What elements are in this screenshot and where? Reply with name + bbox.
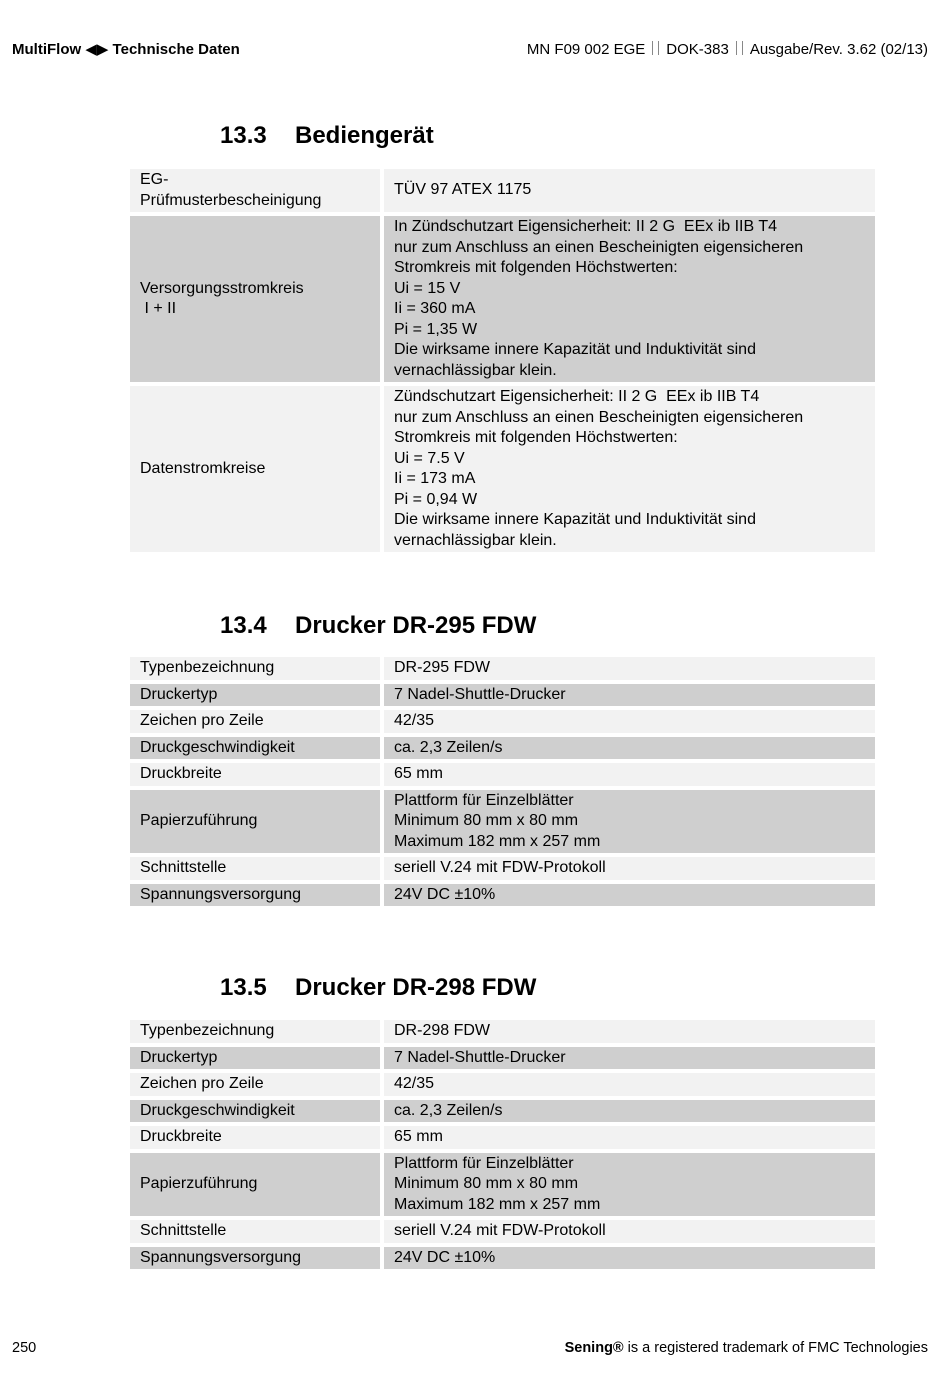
spec-key: [130, 1247, 384, 1270]
spec-table-dr298: [130, 1016, 875, 1273]
spec-value: [384, 1073, 875, 1096]
spec-value-line: 7 Nadel-Shuttle-Drucker: [394, 1048, 566, 1066]
spec-key: [130, 884, 384, 907]
spec-key: [130, 857, 384, 880]
header-doc-number: MN F09 002 EGE: [526, 40, 646, 58]
spec-key: [130, 1073, 384, 1096]
table-row: [130, 1126, 875, 1149]
table-row: [130, 710, 875, 733]
page-footer: [12, 1340, 928, 1356]
spec-value: [384, 169, 875, 212]
table-row: [130, 386, 875, 552]
spec-value-line: Plattform für Einzelblätter: [394, 791, 574, 809]
header-dok-number: DOK-383: [666, 40, 729, 58]
spec-key: [130, 386, 384, 552]
spec-key-line: Papierzuführung: [140, 1175, 258, 1192]
spec-value: [384, 1247, 875, 1270]
spec-value-line: 7 Nadel-Shuttle-Drucker: [394, 685, 566, 703]
header-doc-info: [527, 41, 928, 58]
spec-key: [130, 1020, 384, 1043]
spec-value-line: Ui = 15 V: [394, 279, 461, 297]
section-title: Drucker DR-295 FDW: [295, 612, 537, 639]
table-row: [130, 657, 875, 680]
spec-value-line: vernachlässigbar klein.: [394, 361, 557, 379]
spec-key-line: Spannungsversorgung: [140, 885, 302, 903]
spec-value-line: seriell V.24 mit FDW-Protokoll: [394, 1222, 606, 1239]
spec-key: [130, 763, 384, 786]
section-heading-13-4: [220, 612, 536, 640]
table-row: [130, 763, 875, 786]
spec-key: [130, 790, 384, 854]
header-separator: [736, 41, 743, 55]
spec-key-line: Versorgungsstromkreis: [140, 279, 304, 297]
spec-table-dr295: [130, 653, 875, 910]
brand-name: Sening®: [564, 1340, 624, 1356]
header-separator: [652, 41, 659, 55]
spec-value-line: 24V DC ±10%: [394, 1248, 496, 1266]
spec-key-line: I + II: [140, 300, 177, 317]
spec-key-line: Zeichen pro Zeile: [140, 712, 264, 729]
section-number: 13.4: [220, 612, 267, 639]
table-row: [130, 169, 875, 212]
spec-value: [384, 657, 875, 680]
spec-key-line: Schnittstelle: [140, 859, 227, 876]
section-heading-13-3: [220, 122, 434, 150]
spec-value-line: Pi = 1,35 W: [394, 320, 478, 338]
section-title: Drucker DR-298 FDW: [295, 974, 537, 1001]
spec-key: [130, 1047, 384, 1070]
trademark-notice: [565, 1340, 928, 1356]
spec-value: [384, 884, 875, 907]
section-number: 13.3: [220, 122, 267, 149]
header-title: MultiFlow ◀▶ Technische Daten: [12, 41, 240, 58]
spec-value: [384, 790, 875, 854]
spec-value: [384, 763, 875, 786]
table-row: [130, 790, 875, 854]
spec-value-line: Pi = 0,94 W: [394, 490, 478, 508]
spec-value-line: Ui = 7.5 V: [394, 449, 465, 467]
spec-key: [130, 1153, 384, 1217]
spec-value-line: Minimum 80 mm x 80 mm: [394, 812, 579, 829]
header-revision: Ausgabe/Rev. 3.62 (02/13): [749, 40, 928, 58]
table-row: [130, 684, 875, 707]
spec-value-line: 65 mm: [394, 765, 443, 782]
spec-value: [384, 1100, 875, 1123]
spec-value: [384, 386, 875, 552]
section-heading-13-5: [220, 974, 536, 1002]
spec-value-line: ca. 2,3 Zeilen/s: [394, 1101, 503, 1119]
spec-value: [384, 1126, 875, 1149]
spec-value-line: DR-295 FDW: [394, 659, 491, 676]
spec-key: [130, 684, 384, 707]
spec-value-line: nur zum Anschluss an einen Bescheinigten eigensicheren: [394, 408, 804, 426]
spec-value-line: vernachlässigbar klein.: [394, 531, 557, 549]
spec-key: [130, 1220, 384, 1243]
spec-value-line: Maximum 182 mm x 257 mm: [394, 832, 601, 850]
page-number: 250: [12, 1340, 37, 1356]
spec-value-line: Stromkreis mit folgenden Höchstwerten:: [394, 259, 678, 276]
spec-value: [384, 1153, 875, 1217]
spec-key-line: Druckbreite: [140, 765, 222, 782]
spec-value-line: 65 mm: [394, 1128, 443, 1145]
table-row: [130, 1153, 875, 1217]
table-row: [130, 1220, 875, 1243]
spec-value: [384, 216, 875, 382]
spec-value-line: Ii = 173 mA: [394, 470, 476, 487]
spec-value-line: Die wirksame innere Kapazität und Induktivität sind: [394, 511, 756, 528]
spec-key-line: Datenstromkreise: [140, 459, 266, 477]
section-title: Bediengerät: [295, 122, 434, 149]
spec-value-line: Stromkreis mit folgenden Höchstwerten:: [394, 429, 678, 446]
spec-value-line: nur zum Anschluss an einen Bescheinigten eigensicheren: [394, 238, 804, 256]
spec-key-line: Druckertyp: [140, 1048, 218, 1066]
spec-value: [384, 684, 875, 707]
trademark-text: is a registered trademark of FMC Technologies: [623, 1340, 928, 1356]
spec-key: [130, 1126, 384, 1149]
spec-key: [130, 169, 384, 212]
spec-key-line: Druckgeschwindigkeit: [140, 738, 295, 756]
spec-key-line: Druckbreite: [140, 1128, 222, 1145]
spec-value-line: Plattform für Einzelblätter: [394, 1154, 574, 1172]
spec-value-line: seriell V.24 mit FDW-Protokoll: [394, 859, 606, 876]
spec-value-line: Ii = 360 mA: [394, 300, 476, 317]
spec-key-line: Zeichen pro Zeile: [140, 1075, 264, 1092]
spec-value-line: Minimum 80 mm x 80 mm: [394, 1175, 579, 1192]
spec-value: [384, 857, 875, 880]
spec-key-line: Typenbezeichnung: [140, 659, 275, 676]
table-row: [130, 1047, 875, 1070]
page-header: [12, 38, 928, 60]
spec-value: [384, 737, 875, 760]
table-row: [130, 1020, 875, 1043]
spec-value-line: TÜV 97 ATEX 1175: [394, 181, 532, 199]
spec-value-line: Die wirksame innere Kapazität und Induktivität sind: [394, 341, 756, 358]
spec-key-line: Schnittstelle: [140, 1222, 227, 1239]
spec-key: [130, 657, 384, 680]
spec-key-line: Druckgeschwindigkeit: [140, 1101, 295, 1119]
spec-key-line: Prüfmusterbescheinigung: [140, 191, 322, 209]
table-row: [130, 884, 875, 907]
spec-key-line: Druckertyp: [140, 685, 218, 703]
section-number: 13.5: [220, 974, 267, 1001]
spec-key-line: Spannungsversorgung: [140, 1248, 302, 1266]
spec-value-line: Maximum 182 mm x 257 mm: [394, 1195, 601, 1213]
spec-value: [384, 1020, 875, 1043]
spec-value: [384, 710, 875, 733]
table-row: [130, 216, 875, 382]
spec-value-line: 42/35: [394, 1075, 435, 1092]
table-row: [130, 737, 875, 760]
spec-table-bediengeraet: [130, 165, 875, 556]
spec-key-line: EG-: [140, 171, 169, 188]
spec-value-line: 42/35: [394, 712, 435, 729]
spec-value: [384, 1220, 875, 1243]
spec-value: [384, 1047, 875, 1070]
spec-key: [130, 1100, 384, 1123]
spec-value-line: Zündschutzart Eigensicherheit: II 2 G EEx ib IIB T4: [394, 388, 760, 405]
spec-key-line: Papierzuführung: [140, 812, 258, 829]
spec-key: [130, 216, 384, 382]
spec-value-line: 24V DC ±10%: [394, 885, 496, 903]
spec-value-line: In Zündschutzart Eigensicherheit: II 2 G EEx ib IIB T4: [394, 218, 777, 235]
spec-key: [130, 710, 384, 733]
spec-value-line: DR-298 FDW: [394, 1022, 491, 1039]
table-row: [130, 1100, 875, 1123]
table-row: [130, 1247, 875, 1270]
spec-key: [130, 737, 384, 760]
table-row: [130, 1073, 875, 1096]
table-row: [130, 857, 875, 880]
spec-value-line: ca. 2,3 Zeilen/s: [394, 738, 503, 756]
spec-key-line: Typenbezeichnung: [140, 1022, 275, 1039]
